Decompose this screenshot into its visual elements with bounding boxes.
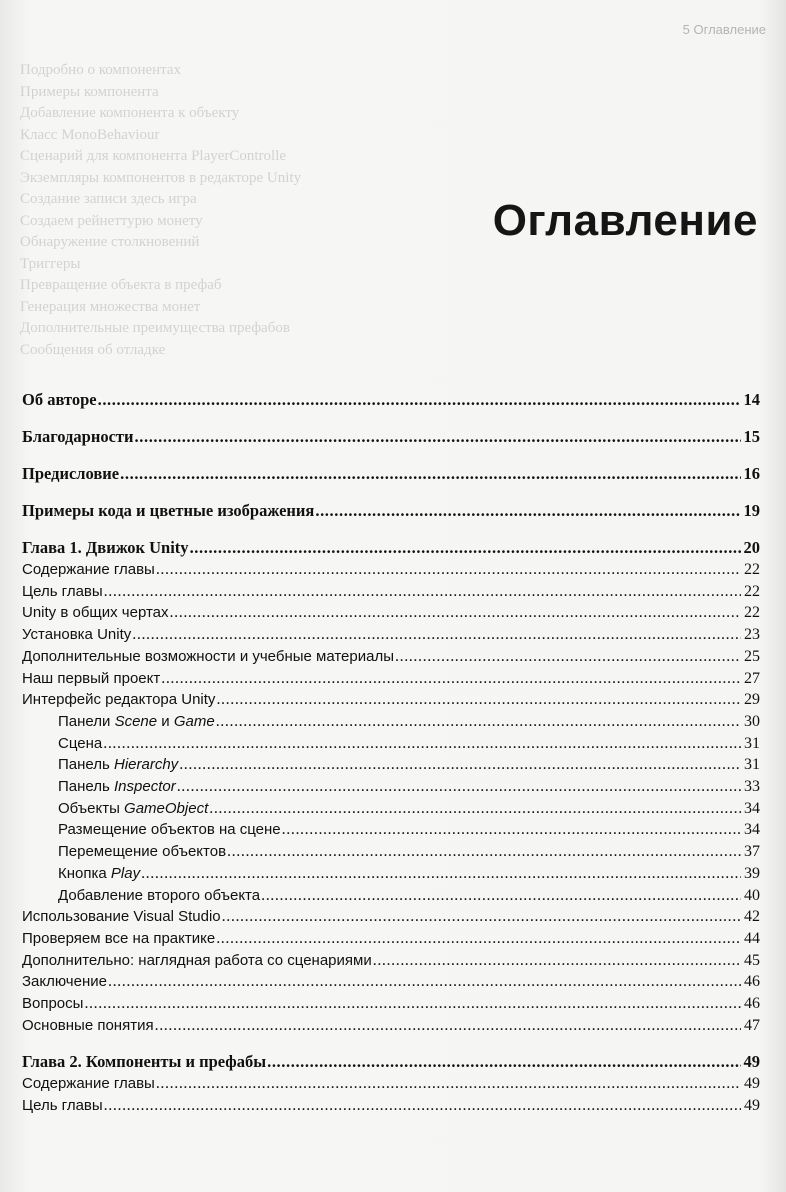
- toc-dot-leader: [373, 950, 741, 972]
- toc-entry-italic-term: Inspector: [114, 778, 176, 796]
- toc-subsection-entry: [22, 819, 760, 841]
- toc-page-number: 49: [743, 1052, 760, 1072]
- toc-page-number: 15: [743, 427, 760, 446]
- bleed-line: Создаем рейнеттурю монету: [20, 212, 203, 229]
- toc-spacer: [22, 485, 760, 499]
- toc-entry-label: [22, 993, 83, 1015]
- toc-entry-label: [22, 733, 102, 755]
- bleed-line: Добавление компонента к объекту: [20, 105, 240, 121]
- toc-page-number: 22: [744, 561, 760, 578]
- toc-dot-leader: [261, 885, 741, 907]
- toc-dot-leader: [216, 689, 741, 711]
- toc-entry-text: Панель: [58, 778, 114, 796]
- toc-subsection-entry: [22, 733, 760, 755]
- toc-entry-text: Дополнительные возможности и учебные материалы: [22, 647, 394, 665]
- toc-dot-leader: [190, 536, 741, 559]
- toc-entry-label: [22, 754, 178, 776]
- toc-entry-text: Примеры кода и цветные изображения: [22, 501, 315, 520]
- toc-entry-label: [22, 462, 119, 485]
- toc-dot-leader: [216, 928, 741, 950]
- toc-dot-leader: [179, 754, 741, 776]
- toc-entry-text: Глава 2. Компоненты и префабы: [22, 1052, 267, 1072]
- toc-dot-leader: [222, 906, 741, 928]
- toc-subsection-entry: [22, 711, 760, 733]
- bleed-line: Триггеры: [20, 255, 81, 272]
- toc-subsection-entry: [22, 776, 760, 798]
- toc-page-number: 29: [744, 691, 760, 709]
- toc-page-number: 46: [744, 973, 760, 991]
- toc-section-entry: [22, 668, 760, 690]
- toc-entry-text: Проверяем все на практике: [22, 929, 216, 947]
- toc-section-entry: [22, 971, 760, 993]
- toc-dot-leader: [267, 1050, 741, 1073]
- bleed-line: Класс MonoBehaviour: [20, 126, 160, 143]
- toc-dot-leader: [103, 733, 741, 755]
- toc-dot-leader: [315, 499, 741, 522]
- toc-dot-leader: [104, 581, 741, 603]
- toc-entry-text: Содержание главы: [22, 1075, 155, 1093]
- toc-entry-label: [22, 776, 176, 798]
- toc-page-number: 40: [744, 886, 760, 904]
- toc-page-number: 44: [744, 929, 760, 947]
- toc-section-entry: [22, 559, 760, 581]
- toc-entry-label: [22, 388, 97, 411]
- toc-entry-label: [22, 971, 107, 993]
- toc-entry-label: [22, 1073, 155, 1095]
- toc-entry-label: [22, 885, 260, 907]
- toc-page-number: 42: [744, 908, 760, 926]
- toc-page-number: 23: [744, 626, 760, 644]
- toc-entry-label: [22, 819, 281, 841]
- bleed-line: Подробно о компонентах: [20, 62, 182, 78]
- toc-section-entry: [22, 1073, 760, 1095]
- running-header: 5 Оглавление: [682, 22, 766, 37]
- toc-section-entry: [22, 646, 760, 668]
- toc-subsection-entry: [22, 754, 760, 776]
- toc-entry-label: [22, 581, 103, 603]
- toc-section-entry: [22, 581, 760, 603]
- toc-dot-leader: [177, 776, 741, 798]
- toc-page-number: 30: [744, 712, 760, 730]
- bleed-line: Дополнительные преимущества префабов: [20, 320, 290, 336]
- toc-dot-leader: [135, 425, 741, 448]
- toc-dot-leader: [282, 819, 741, 841]
- toc-page-number: 31: [744, 734, 760, 752]
- toc-entry-label: [22, 711, 215, 733]
- toc-entry-text: Интерфейс редактора Unity: [22, 691, 216, 709]
- toc-entry-label: [22, 602, 169, 624]
- toc-entry-text: Сцена: [58, 734, 103, 752]
- toc-spacer: [22, 522, 760, 536]
- toc-page-number: 37: [744, 843, 760, 861]
- toc-entry-text: Установка Unity: [22, 626, 132, 644]
- toc-dot-leader: [161, 668, 741, 690]
- toc-page-number: 20: [743, 538, 760, 557]
- toc-entry-text: и: [157, 712, 174, 730]
- toc-entry-text: Добавление второго объекта: [58, 886, 261, 904]
- toc-subsection-entry: [22, 798, 760, 820]
- toc-section-entry: [22, 928, 760, 950]
- toc-entry-text: Панели: [58, 712, 115, 730]
- toc-entry-label: [22, 1015, 154, 1037]
- toc-page-number: 19: [743, 501, 760, 520]
- toc-entry-label: [22, 624, 131, 646]
- toc-entry-text: Цель главы: [22, 1097, 103, 1115]
- toc-page-number: 34: [744, 821, 760, 839]
- bleed-line: Обнаружение столкновений: [20, 234, 200, 250]
- toc-entry-label: [22, 863, 140, 885]
- toc-entry-italic-term: Play: [110, 864, 141, 882]
- toc-entry-label: [22, 928, 215, 950]
- toc-entry-label: [22, 559, 155, 581]
- toc-entry-text: Unity в общих чертах: [22, 604, 169, 622]
- toc-dot-leader: [120, 462, 741, 485]
- toc-entry-text: Панель: [58, 756, 114, 774]
- toc-section-entry: [22, 993, 760, 1015]
- toc-section-entry: [22, 1095, 760, 1117]
- toc-entry-label: [22, 906, 221, 928]
- toc-page-number: 47: [744, 1016, 760, 1034]
- toc-page-number: 27: [744, 669, 760, 687]
- toc-page-number: 25: [744, 647, 760, 665]
- toc-chapter-entry: [22, 536, 760, 559]
- toc-section-entry: [22, 950, 760, 972]
- toc-entry-label: [22, 1050, 266, 1073]
- toc-dot-leader: [209, 798, 741, 820]
- toc-chapter-entry: [22, 1050, 760, 1073]
- toc-section-entry: [22, 602, 760, 624]
- toc-major-entry: [22, 462, 760, 485]
- toc-entry-text: Благодарности: [22, 427, 134, 446]
- toc-entry-label: [22, 841, 226, 863]
- toc-entry-label: [22, 536, 189, 559]
- toc-page-number: 14: [743, 390, 760, 409]
- bleed-line: Генерация множества монет: [20, 298, 201, 315]
- toc-section-entry: [22, 689, 760, 711]
- toc-dot-leader: [156, 1073, 741, 1095]
- toc-entry-text: Предисловие: [22, 464, 120, 483]
- toc-page-number: 45: [744, 951, 760, 969]
- toc-major-entry: [22, 388, 760, 411]
- toc-entry-label: [22, 668, 160, 690]
- toc-dot-leader: [170, 602, 741, 624]
- toc-entry-text: Основные понятия: [22, 1016, 154, 1034]
- toc-entry-italic-term: GameObject: [124, 799, 209, 817]
- toc-page-number: 34: [744, 799, 760, 817]
- toc-entry-label: [22, 1095, 103, 1117]
- bleed-line: Экземпляры компонентов в редакторе Unity: [20, 169, 302, 186]
- toc-spacer: [22, 411, 760, 425]
- toc-dot-leader: [132, 624, 741, 646]
- toc-entry-text: Использование Visual Studio: [22, 908, 221, 926]
- toc-page-number: 46: [744, 995, 760, 1013]
- toc-entry-text: Содержание главы: [22, 561, 155, 578]
- toc-subsection-entry: [22, 863, 760, 885]
- toc-entry-text: Заключение: [22, 973, 107, 991]
- toc-subsection-entry: [22, 885, 760, 907]
- bleed-line: Создание записи здесь игра: [20, 191, 197, 207]
- toc-dot-leader: [104, 1095, 741, 1117]
- toc-entry-text: Размещение объектов на сцене: [58, 821, 281, 839]
- toc-entry-label: [22, 798, 208, 820]
- toc-entry-label: [22, 950, 372, 972]
- toc-dot-leader: [155, 1015, 741, 1037]
- toc-spacer: [22, 1036, 760, 1050]
- toc-entry-text: Вопросы: [22, 995, 84, 1013]
- toc-dot-leader: [156, 559, 741, 581]
- toc-entry-text: Об авторе: [22, 390, 97, 409]
- toc-page-number: 31: [744, 756, 760, 774]
- toc-dot-leader: [141, 863, 741, 885]
- toc-major-entry: [22, 499, 760, 522]
- toc-entry-text: Объекты: [58, 799, 125, 817]
- toc-entry-italic-term: Game: [173, 712, 215, 730]
- toc-section-entry: [22, 624, 760, 646]
- toc-page-number: 22: [744, 582, 760, 600]
- toc-dot-leader: [84, 993, 741, 1015]
- toc-entry-label: [22, 646, 394, 668]
- toc-page-number: 33: [744, 778, 760, 796]
- toc-page-number: 22: [744, 604, 760, 622]
- toc-dot-leader: [216, 711, 741, 733]
- toc-dot-leader: [395, 646, 741, 668]
- toc-entry-text: Перемещение объектов: [58, 843, 227, 861]
- toc-page-number: 39: [744, 864, 760, 882]
- toc-entry-text: Кнопка: [58, 864, 111, 882]
- bleed-line: Сообщения об отладке: [20, 341, 166, 358]
- toc-entry-italic-term: Scene: [114, 712, 158, 730]
- toc-dot-leader: [98, 388, 741, 411]
- toc-entry-text: Дополнительно: наглядная работа со сценариями: [22, 951, 372, 969]
- toc-page-number: 16: [743, 464, 760, 483]
- toc-entry-label: [22, 425, 134, 448]
- toc-dot-leader: [227, 841, 741, 863]
- toc-subsection-entry: [22, 841, 760, 863]
- toc-entry-label: [22, 499, 314, 522]
- toc-entry-italic-term: Hierarchy: [114, 756, 179, 774]
- toc-dot-leader: [108, 971, 741, 993]
- page-title: Оглавление: [492, 196, 758, 245]
- table-of-contents: [22, 388, 760, 1117]
- toc-section-entry: [22, 1015, 760, 1037]
- toc-entry-text: Цель главы: [22, 582, 103, 600]
- bleed-line: Сценарий для компонента PlayerControlle: [20, 148, 287, 164]
- toc-section-entry: [22, 906, 760, 928]
- bleed-line: Примеры компонента: [20, 83, 159, 100]
- toc-major-entry: [22, 425, 760, 448]
- bleed-line: Превращение объекта в префаб: [20, 277, 222, 293]
- toc-entry-label: [22, 689, 215, 711]
- toc-entry-text: Наш первый проект: [22, 669, 161, 687]
- toc-entry-text: Глава 1. Движок Unity: [22, 538, 189, 557]
- toc-page-number: 49: [744, 1075, 760, 1093]
- toc-page-number: 49: [744, 1097, 760, 1115]
- toc-spacer: [22, 448, 760, 462]
